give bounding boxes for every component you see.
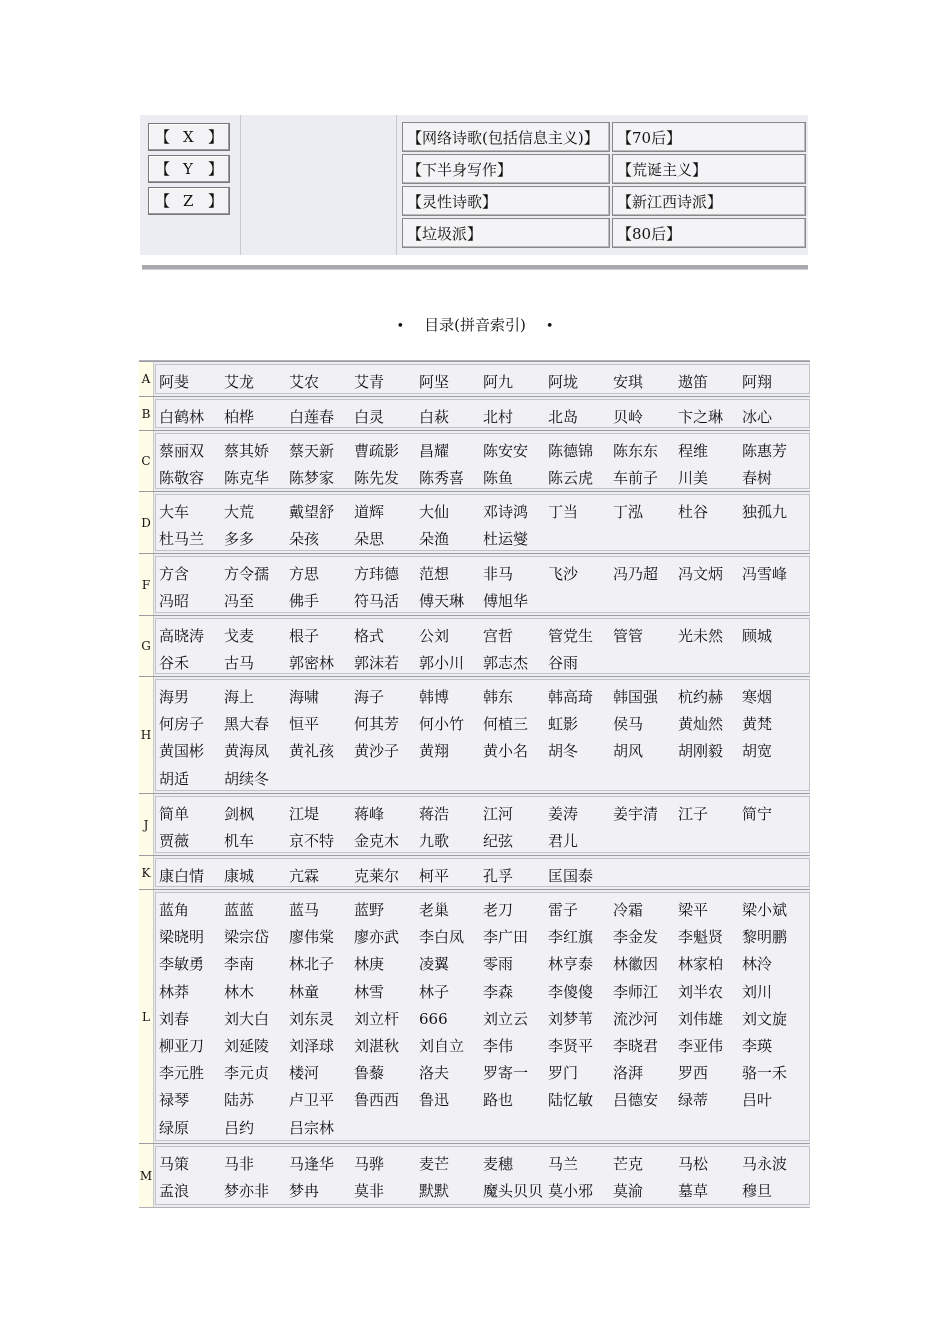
- poet-name-link[interactable]: 凌翼: [419, 955, 450, 973]
- poet-name-link[interactable]: 根子: [289, 627, 320, 645]
- poet-name-link[interactable]: 何植三: [483, 715, 529, 733]
- poet-name-link[interactable]: 冰心: [742, 408, 773, 426]
- poet-name-link[interactable]: 马策: [159, 1155, 190, 1173]
- poet-name-link[interactable]: 柏桦: [224, 408, 255, 426]
- poet-name-link[interactable]: 阿垅: [548, 373, 579, 391]
- poet-name-link[interactable]: 梁晓明: [159, 928, 205, 946]
- poet-name-link[interactable]: 京不特: [289, 832, 335, 850]
- poet-name-link[interactable]: 昌耀: [419, 442, 450, 460]
- poet-name-link[interactable]: 李魁贤: [678, 928, 724, 946]
- poet-name-link[interactable]: 雷子: [548, 901, 579, 919]
- poet-name-link[interactable]: 何房子: [159, 715, 205, 733]
- poet-name-link[interactable]: 佛手: [289, 592, 320, 610]
- poet-name-link[interactable]: 谷禾: [159, 654, 190, 672]
- poet-name-link[interactable]: 方玮德: [354, 565, 400, 583]
- poet-name-link[interactable]: 麦芒: [419, 1155, 450, 1173]
- poet-name-link[interactable]: 邓诗鸿: [483, 503, 529, 521]
- poet-name-link[interactable]: 康城: [224, 867, 255, 885]
- poet-name-link[interactable]: 刘川: [742, 983, 773, 1001]
- poet-name-link[interactable]: 郭志杰: [483, 654, 529, 672]
- poet-name-link[interactable]: 楼河: [289, 1064, 320, 1082]
- letter-column: [140, 115, 241, 255]
- poet-name-link[interactable]: 陈德锦: [548, 442, 594, 460]
- poet-name-link[interactable]: 海啸: [289, 688, 320, 706]
- poet-name-link[interactable]: 刘梦苇: [548, 1010, 594, 1028]
- poet-name-link[interactable]: 林木: [224, 983, 255, 1001]
- poet-name-link[interactable]: 蓝马: [289, 901, 320, 919]
- poet-name-link[interactable]: 穆旦: [742, 1182, 773, 1200]
- poet-name-link[interactable]: 黑大春: [224, 715, 270, 733]
- poet-name-link[interactable]: 零雨: [483, 955, 514, 973]
- poet-name-link[interactable]: 杭约赫: [678, 688, 724, 706]
- poet-name-link[interactable]: 孟浪: [159, 1182, 190, 1200]
- poet-name-link[interactable]: 林北子: [289, 955, 335, 973]
- poet-name-link[interactable]: 陈云虎: [548, 469, 594, 487]
- index-row-a: [139, 361, 810, 396]
- index-row-f: [139, 553, 810, 615]
- poet-name-link[interactable]: 曹疏影: [354, 442, 400, 460]
- poet-name-link[interactable]: 冯乃超: [613, 565, 659, 583]
- poet-name-link[interactable]: 郭沫若: [354, 654, 400, 672]
- poet-name-link[interactable]: 马骅: [354, 1155, 385, 1173]
- poet-name-link[interactable]: 冯文炳: [678, 565, 724, 583]
- poet-name-link[interactable]: 贝岭: [613, 408, 644, 426]
- poet-name-link[interactable]: 胡冬: [548, 742, 579, 760]
- poet-name-link[interactable]: 朵渔: [419, 530, 450, 548]
- poet-name-link[interactable]: 柯平: [419, 867, 450, 885]
- index-letter: J: [139, 794, 154, 855]
- poet-name-link[interactable]: 魔头贝贝: [483, 1182, 544, 1200]
- bracket-open: 【: [155, 128, 171, 146]
- bracket-open: 【: [155, 160, 171, 178]
- index-letter: K: [139, 856, 154, 889]
- poet-name-link[interactable]: 梁宗岱: [224, 928, 270, 946]
- poet-name-link[interactable]: 胡风: [613, 742, 644, 760]
- poet-name-link[interactable]: 麦穗: [483, 1155, 514, 1173]
- poet-name-link[interactable]: 廖伟棠: [289, 928, 335, 946]
- poet-name-link[interactable]: 飞沙: [548, 565, 579, 583]
- poet-name-link[interactable]: 黎明鹏: [742, 928, 788, 946]
- poet-name-link[interactable]: 蓝角: [159, 901, 190, 919]
- poet-name-link[interactable]: 丁当: [548, 503, 579, 521]
- poet-name-link[interactable]: 马永波: [742, 1155, 788, 1173]
- poet-name-link[interactable]: 冷霜: [613, 901, 644, 919]
- category-80s[interactable]: 【80后】: [612, 218, 806, 248]
- poet-name-link[interactable]: 韩东: [483, 688, 514, 706]
- poet-name-link[interactable]: 陈安安: [483, 442, 529, 460]
- poet-name-link[interactable]: 符马活: [354, 592, 400, 610]
- poet-name-link[interactable]: 白鹤林: [159, 408, 205, 426]
- bracket-open: 【: [155, 192, 171, 210]
- index-letter: H: [139, 677, 154, 793]
- poet-name-link[interactable]: 大仙: [419, 503, 450, 521]
- letter-button-x[interactable]: [148, 123, 230, 151]
- poet-name-link[interactable]: 胡适: [159, 770, 190, 788]
- poet-name-link[interactable]: 绿蒂: [678, 1091, 709, 1109]
- poet-name-link[interactable]: 刘半农: [678, 983, 724, 1001]
- poet-name-link[interactable]: 老巢: [419, 901, 450, 919]
- poet-name-link[interactable]: 陆苏: [224, 1091, 255, 1109]
- poet-name-link[interactable]: 李红旗: [548, 928, 594, 946]
- poet-name-link[interactable]: 多多: [224, 530, 255, 548]
- bullet-icon: •: [396, 319, 405, 334]
- index-row-d: [139, 491, 810, 553]
- poet-name-link[interactable]: 鲁西西: [354, 1091, 400, 1109]
- poet-name-link[interactable]: 傅旭华: [483, 592, 529, 610]
- poet-name-link[interactable]: 罗西: [678, 1064, 709, 1082]
- poet-name-link[interactable]: 刘伟雄: [678, 1010, 724, 1028]
- poet-name-link[interactable]: 蒋峰: [354, 805, 385, 823]
- poet-name-link[interactable]: 韩高琦: [548, 688, 594, 706]
- category-new-jiangxi[interactable]: 【新江西诗派】: [612, 186, 806, 216]
- poet-name-link[interactable]: 君儿: [548, 832, 579, 850]
- poet-name-link[interactable]: 亢霖: [289, 867, 320, 885]
- bracket-close: 】: [207, 160, 223, 178]
- index-row-j: [139, 793, 810, 855]
- poet-name-link[interactable]: 黄国彬: [159, 742, 205, 760]
- poet-name-link[interactable]: 寒烟: [742, 688, 773, 706]
- poet-name-link[interactable]: 罗门: [548, 1064, 579, 1082]
- poet-name-link[interactable]: 默默: [419, 1182, 450, 1200]
- poet-name-link[interactable]: 刘立杆: [354, 1010, 400, 1028]
- letter-label: Y: [183, 160, 193, 178]
- poet-name-link[interactable]: 姜涛: [548, 805, 579, 823]
- poet-name-link[interactable]: 林庚: [354, 955, 385, 973]
- poet-name-link[interactable]: 洛湃: [613, 1064, 644, 1082]
- index-row-g: [139, 615, 810, 676]
- poet-name-link[interactable]: 冯雪峰: [742, 565, 788, 583]
- poet-name-link[interactable]: 马松: [678, 1155, 709, 1173]
- poet-name-link[interactable]: 大荒: [224, 503, 255, 521]
- poet-name-link[interactable]: 虹影: [548, 715, 579, 733]
- poet-name-link[interactable]: 管管: [613, 627, 644, 645]
- bracket-close: 】: [207, 192, 223, 210]
- category-network-poetry[interactable]: 【网络诗歌(包括信息主义)】: [402, 122, 610, 152]
- poet-name-link[interactable]: 流沙河: [613, 1010, 659, 1028]
- poet-name-link[interactable]: 白萩: [419, 408, 450, 426]
- poet-name-link[interactable]: 刘文旋: [742, 1010, 788, 1028]
- poet-name-link[interactable]: 陆忆敏: [548, 1091, 594, 1109]
- poet-name-link[interactable]: 阿坚: [419, 373, 450, 391]
- poet-name-link[interactable]: 梦冉: [289, 1182, 320, 1200]
- bullet-icon: •: [545, 319, 554, 334]
- poet-name-link[interactable]: 朵思: [354, 530, 385, 548]
- poet-name-link[interactable]: 杜马兰: [159, 530, 205, 548]
- poet-name-link[interactable]: 方思: [289, 565, 320, 583]
- poet-name-link[interactable]: 程维: [678, 442, 709, 460]
- poet-name-link[interactable]: 遨笛: [678, 373, 709, 391]
- poet-name-link[interactable]: 李晓君: [613, 1037, 659, 1055]
- letter-button-z[interactable]: [148, 187, 230, 215]
- poet-name-link[interactable]: 莫小邪: [548, 1182, 594, 1200]
- poet-name-link[interactable]: 九歌: [419, 832, 450, 850]
- category-70s[interactable]: 【70后】: [612, 122, 806, 152]
- poet-name-link[interactable]: 柳亚刀: [159, 1037, 205, 1055]
- poet-name-link[interactable]: 川美: [678, 469, 709, 487]
- poet-name-link[interactable]: 北村: [483, 408, 514, 426]
- poet-name-link[interactable]: 剑枫: [224, 805, 255, 823]
- poet-name-link[interactable]: 蓝蓝: [224, 901, 255, 919]
- poet-name-link[interactable]: 蒋浩: [419, 805, 450, 823]
- poet-name-link[interactable]: 管党生: [548, 627, 594, 645]
- poet-name-link[interactable]: 林徽因: [613, 955, 659, 973]
- poet-name-link[interactable]: 黄灿然: [678, 715, 724, 733]
- top-nav-panel: [140, 115, 808, 255]
- poet-name-link[interactable]: 独孤九: [742, 503, 788, 521]
- poet-name-link[interactable]: 墓草: [678, 1182, 709, 1200]
- poet-name-link[interactable]: 何其芳: [354, 715, 400, 733]
- poet-name-link[interactable]: 郭密林: [289, 654, 335, 672]
- poet-name-link[interactable]: 刘泽球: [289, 1037, 335, 1055]
- poet-name-link[interactable]: 梦亦非: [224, 1182, 270, 1200]
- bracket-close: 】: [207, 128, 223, 146]
- poet-name-link[interactable]: 阿斐: [159, 373, 190, 391]
- index-row-b: [139, 396, 810, 430]
- poet-name-link[interactable]: 胡刚毅: [678, 742, 724, 760]
- poet-name-link[interactable]: 李敏勇: [159, 955, 205, 973]
- poet-name-link[interactable]: 丁泓: [613, 503, 644, 521]
- poet-name-link[interactable]: 刘大白: [224, 1010, 270, 1028]
- poet-name-link[interactable]: 姜宇清: [613, 805, 659, 823]
- index-letter: M: [139, 1144, 154, 1207]
- poet-name-link[interactable]: 康白情: [159, 867, 205, 885]
- poet-name-link[interactable]: 林子: [419, 983, 450, 1001]
- poet-name-link[interactable]: 傅天琳: [419, 592, 465, 610]
- poet-name-link[interactable]: 卞之琳: [678, 408, 724, 426]
- poet-name-link[interactable]: 简单: [159, 805, 190, 823]
- poet-name-link[interactable]: 禄琴: [159, 1091, 190, 1109]
- poet-name-link[interactable]: 蔡天新: [289, 442, 335, 460]
- index-row-h: [139, 676, 810, 793]
- poet-name-link[interactable]: 道辉: [354, 503, 385, 521]
- poet-name-link[interactable]: 刘立云: [483, 1010, 529, 1028]
- poet-name-link[interactable]: 杜谷: [678, 503, 709, 521]
- poet-name-link[interactable]: 陈敬容: [159, 469, 205, 487]
- poet-name-link[interactable]: 何小竹: [419, 715, 465, 733]
- poet-name-link[interactable]: 陈秀喜: [419, 469, 465, 487]
- index-letter: G: [139, 616, 154, 676]
- index-row-k: [139, 855, 810, 889]
- index-letter: B: [139, 397, 154, 430]
- category-absurdism[interactable]: 【荒诞主义】: [612, 154, 806, 184]
- poet-name-link[interactable]: 车前子: [613, 469, 659, 487]
- poet-name-link[interactable]: 罗寄一: [483, 1064, 529, 1082]
- poet-name-link[interactable]: 吕叶: [742, 1091, 773, 1109]
- poet-name-link[interactable]: 芒克: [613, 1155, 644, 1173]
- poet-name-link[interactable]: 黄翔: [419, 742, 450, 760]
- poet-name-link[interactable]: 林泠: [742, 955, 773, 973]
- poet-name-link[interactable]: 马非: [224, 1155, 255, 1173]
- poet-name-link[interactable]: 陈东东: [613, 442, 659, 460]
- poet-name-link[interactable]: 韩博: [419, 688, 450, 706]
- letter-button-y[interactable]: [148, 155, 230, 183]
- poet-name-link[interactable]: 刘延陵: [224, 1037, 270, 1055]
- poet-name-link[interactable]: 李南: [224, 955, 255, 973]
- poet-name-link[interactable]: 方含: [159, 565, 190, 583]
- category-lower-body[interactable]: 【下半身写作】: [402, 154, 610, 184]
- poet-name-link[interactable]: 吕德安: [613, 1091, 659, 1109]
- poet-name-link[interactable]: 马逢华: [289, 1155, 335, 1173]
- poet-name-link[interactable]: 李元贞: [224, 1064, 270, 1082]
- poet-name-link[interactable]: 海上: [224, 688, 255, 706]
- poet-name-link[interactable]: 顾城: [742, 627, 773, 645]
- index-letter: C: [139, 431, 154, 491]
- poet-name-link[interactable]: 孔孚: [483, 867, 514, 885]
- poet-name-link[interactable]: 海子: [354, 688, 385, 706]
- poet-name-link[interactable]: 莫非: [354, 1182, 385, 1200]
- poet-name-link[interactable]: 艾龙: [224, 373, 255, 391]
- poet-name-link[interactable]: 高晓涛: [159, 627, 205, 645]
- poet-name-link[interactable]: 宫哲: [483, 627, 514, 645]
- poet-name-link[interactable]: 梁小斌: [742, 901, 788, 919]
- poet-name-link[interactable]: 洛夫: [419, 1064, 450, 1082]
- index-row-c: [139, 430, 810, 491]
- poet-name-link[interactable]: 鲁藜: [354, 1064, 385, 1082]
- poet-name-link[interactable]: 杜运燮: [483, 530, 529, 548]
- poet-name-link[interactable]: 路也: [483, 1091, 514, 1109]
- poet-name-link[interactable]: 艾青: [354, 373, 385, 391]
- poet-name-link[interactable]: 白灵: [354, 408, 385, 426]
- poet-name-link[interactable]: 骆一禾: [742, 1064, 788, 1082]
- poet-name-link[interactable]: 侯马: [613, 715, 644, 733]
- index-letter: L: [139, 890, 154, 1143]
- poet-name-link[interactable]: 林家柏: [678, 955, 724, 973]
- poet-name-link[interactable]: 方令孺: [224, 565, 270, 583]
- poet-name-link[interactable]: 林亨泰: [548, 955, 594, 973]
- poet-name-link[interactable]: 谷雨: [548, 654, 579, 672]
- poet-name-link[interactable]: 刘东灵: [289, 1010, 335, 1028]
- poet-name-link[interactable]: 马兰: [548, 1155, 579, 1173]
- poet-name-link[interactable]: 李伟: [483, 1037, 514, 1055]
- poet-name-link[interactable]: 艾农: [289, 373, 320, 391]
- poet-name-link[interactable]: 陈惠芳: [742, 442, 788, 460]
- poet-name-link[interactable]: 格式: [354, 627, 385, 645]
- poet-name-link[interactable]: 李元胜: [159, 1064, 205, 1082]
- poet-name-link[interactable]: 黄海凤: [224, 742, 270, 760]
- poet-name-link[interactable]: 蓝野: [354, 901, 385, 919]
- poet-name-link[interactable]: 郭小川: [419, 654, 465, 672]
- poet-name-link[interactable]: 古马: [224, 654, 255, 672]
- poet-name-link[interactable]: 刘自立: [419, 1037, 465, 1055]
- poet-name-link[interactable]: 白莲春: [289, 408, 335, 426]
- index-title: [0, 314, 950, 335]
- poet-name-link[interactable]: 克莱尔: [354, 867, 400, 885]
- poet-name-link[interactable]: 李白凤: [419, 928, 465, 946]
- index-row-m: [139, 1143, 810, 1207]
- poet-name-link[interactable]: 江河: [483, 805, 514, 823]
- poet-name-link[interactable]: 吕约: [224, 1119, 255, 1137]
- poet-name-link[interactable]: 江子: [678, 805, 709, 823]
- category-spiritual-poetry[interactable]: 【灵性诗歌】: [402, 186, 610, 216]
- poet-name-link[interactable]: 黄礼孩: [289, 742, 335, 760]
- poet-name-link[interactable]: 阿九: [483, 373, 514, 391]
- poet-name-link[interactable]: 纪弦: [483, 832, 514, 850]
- poet-name-link[interactable]: 卢卫平: [289, 1091, 335, 1109]
- index-letter: F: [139, 554, 154, 615]
- poet-name-link[interactable]: 绿原: [159, 1119, 190, 1137]
- poet-name-link[interactable]: 刘春: [159, 1010, 190, 1028]
- index-letter: A: [139, 362, 154, 396]
- poet-name-link[interactable]: 恒平: [289, 715, 320, 733]
- poet-name-link[interactable]: 李广田: [483, 928, 529, 946]
- poet-name-link[interactable]: 黄梵: [742, 715, 773, 733]
- poet-name-link[interactable]: 林童: [289, 983, 320, 1001]
- poet-name-link[interactable]: 李森: [483, 983, 514, 1001]
- index-letter: D: [139, 492, 154, 553]
- poet-name-link[interactable]: 黄小名: [483, 742, 529, 760]
- poet-name-link[interactable]: 戴望舒: [289, 503, 335, 521]
- poet-name-link[interactable]: 胡续冬: [224, 770, 270, 788]
- poet-name-link[interactable]: 刘湛秋: [354, 1037, 400, 1055]
- poet-name-link[interactable]: 陈克华: [224, 469, 270, 487]
- poet-name-link[interactable]: 匡国泰: [548, 867, 594, 885]
- poet-name-link[interactable]: 李亚伟: [678, 1037, 724, 1055]
- index-row-l: [139, 889, 810, 1143]
- poet-name-link[interactable]: 廖亦武: [354, 928, 400, 946]
- poet-name-link[interactable]: 李金发: [613, 928, 659, 946]
- index-title-text: 目录(拼音索引): [424, 316, 526, 334]
- poet-name-link[interactable]: 冯至: [224, 592, 255, 610]
- poet-name-link[interactable]: 吕宗林: [289, 1119, 335, 1137]
- poet-name-link[interactable]: 胡宽: [742, 742, 773, 760]
- poet-name-link[interactable]: 机车: [224, 832, 255, 850]
- poet-name-link[interactable]: 戈麦: [224, 627, 255, 645]
- category-garbage-school[interactable]: 【垃圾派】: [402, 218, 610, 248]
- poet-name-link[interactable]: 冯昭: [159, 592, 190, 610]
- poet-name-link[interactable]: 春树: [742, 469, 773, 487]
- poet-name-link[interactable]: 梁平: [678, 901, 709, 919]
- pinyin-index-table: [139, 360, 810, 1208]
- poet-name-link[interactable]: 莫渝: [613, 1182, 644, 1200]
- poet-name-link[interactable]: 阿翔: [742, 373, 773, 391]
- poet-name-link[interactable]: 陈鱼: [483, 469, 514, 487]
- poet-name-link[interactable]: 黄沙子: [354, 742, 400, 760]
- poet-name-link[interactable]: 陈梦家: [289, 469, 335, 487]
- poet-name-link[interactable]: 蔡丽双: [159, 442, 205, 460]
- letter-label: X: [183, 128, 194, 146]
- poet-name-link[interactable]: 鲁迅: [419, 1091, 450, 1109]
- poet-name-link[interactable]: 李傻傻: [548, 983, 594, 1001]
- poet-name-link[interactable]: 简宁: [742, 805, 773, 823]
- poet-name-link[interactable]: 朵孩: [289, 530, 320, 548]
- poet-name-link[interactable]: 韩国强: [613, 688, 659, 706]
- poet-name-link[interactable]: 陈先发: [354, 469, 400, 487]
- divider: [142, 265, 808, 270]
- poet-name-link[interactable]: 李师江: [613, 983, 659, 1001]
- poet-name-link[interactable]: 林雪: [354, 983, 385, 1001]
- poet-name-link[interactable]: 贾薇: [159, 832, 190, 850]
- poet-name-link[interactable]: 林莽: [159, 983, 190, 1001]
- poet-name-link[interactable]: 非马: [483, 565, 514, 583]
- poet-name-link[interactable]: 海男: [159, 688, 190, 706]
- poet-name-link[interactable]: 江堤: [289, 805, 320, 823]
- poet-name-link[interactable]: 范想: [419, 565, 450, 583]
- poet-name-link[interactable]: 李瑛: [742, 1037, 773, 1055]
- poet-name-link[interactable]: 李贤平: [548, 1037, 594, 1055]
- poet-name-link[interactable]: 安琪: [613, 373, 644, 391]
- poet-name-link[interactable]: 北岛: [548, 408, 579, 426]
- poet-name-link[interactable]: 666: [419, 1010, 448, 1028]
- poet-name-link[interactable]: 大车: [159, 503, 190, 521]
- poet-name-link[interactable]: 公刘: [419, 627, 450, 645]
- poet-name-link[interactable]: 蔡其娇: [224, 442, 270, 460]
- letter-label: Z: [183, 192, 194, 210]
- poet-name-link[interactable]: 光未然: [678, 627, 724, 645]
- poet-name-link[interactable]: 金克木: [354, 832, 400, 850]
- poet-name-link[interactable]: 老刀: [483, 901, 514, 919]
- empty-column: [240, 115, 397, 255]
